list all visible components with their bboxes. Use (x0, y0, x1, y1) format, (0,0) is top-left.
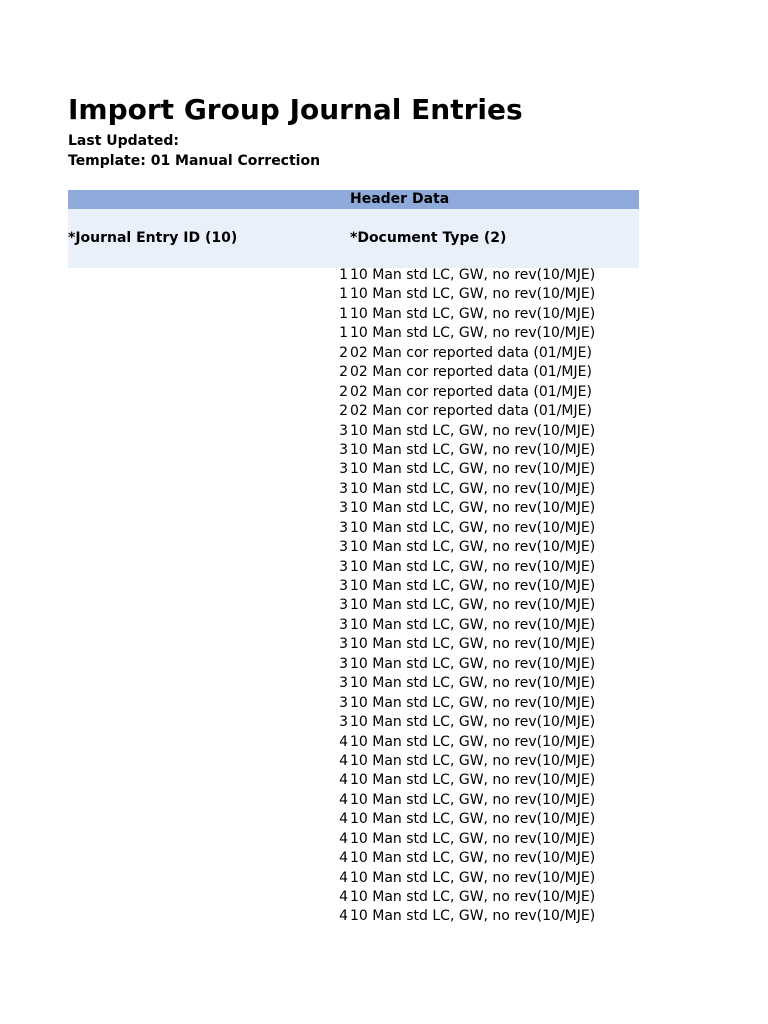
document-type-cell[interactable]: 10 Man std LC, GW, no rev(10/MJE) (350, 694, 596, 711)
table-row[interactable] (0, 713, 768, 732)
column-header-journal-entry-id[interactable]: *Journal Entry ID (10) (68, 230, 238, 246)
journal-entry-id-cell[interactable]: 3 (339, 480, 348, 497)
document-type-cell[interactable]: 10 Man std LC, GW, no rev(10/MJE) (350, 616, 596, 633)
document-type-cell[interactable]: 02 Man cor reported data (01/MJE) (350, 344, 592, 361)
document-type-cell[interactable]: 10 Man std LC, GW, no rev(10/MJE) (350, 286, 596, 303)
page-title: Import Group Journal Entries (68, 93, 523, 126)
table-row[interactable] (0, 285, 768, 304)
table-row[interactable] (0, 655, 768, 674)
journal-entry-id-cell[interactable]: 3 (339, 500, 348, 517)
document-type-cell[interactable]: 10 Man std LC, GW, no rev(10/MJE) (350, 578, 596, 594)
table-row[interactable] (0, 266, 768, 285)
table-row[interactable] (0, 907, 768, 926)
document-type-cell[interactable]: 10 Man std LC, GW, no rev(10/MJE) (350, 752, 596, 769)
table-row[interactable] (0, 616, 768, 635)
journal-entry-id-cell[interactable]: 3 (339, 597, 348, 614)
journal-entry-id-cell[interactable]: 4 (339, 811, 348, 828)
document-type-cell[interactable]: 10 Man std LC, GW, no rev(10/MJE) (350, 733, 596, 750)
document-type-cell[interactable]: 02 Man cor reported data (01/MJE) (350, 383, 592, 400)
document-type-cell[interactable]: 10 Man std LC, GW, no rev(10/MJE) (350, 480, 596, 497)
table-row[interactable] (0, 791, 768, 810)
journal-entry-id-cell[interactable]: 3 (339, 539, 348, 556)
journal-entry-id-cell[interactable]: 3 (339, 578, 348, 594)
document-type-cell[interactable]: 10 Man std LC, GW, no rev(10/MJE) (350, 305, 596, 322)
journal-entry-id-cell[interactable]: 1 (339, 325, 348, 342)
document-type-cell[interactable]: 10 Man std LC, GW, no rev(10/MJE) (350, 850, 596, 867)
table-row[interactable] (0, 888, 768, 907)
journal-entry-id-cell[interactable]: 2 (339, 403, 348, 420)
journal-entry-id-cell[interactable]: 3 (339, 636, 348, 653)
document-type-cell[interactable]: 10 Man std LC, GW, no rev(10/MJE) (350, 811, 596, 828)
document-type-cell[interactable]: 10 Man std LC, GW, no rev(10/MJE) (350, 461, 596, 478)
journal-entry-id-cell[interactable]: 2 (339, 383, 348, 400)
document-type-cell[interactable]: 10 Man std LC, GW, no rev(10/MJE) (350, 519, 596, 536)
header-data-label: Header Data (350, 191, 450, 207)
journal-entry-id-cell[interactable]: 3 (339, 616, 348, 633)
table-row[interactable] (0, 402, 768, 421)
table-row[interactable] (0, 577, 768, 596)
table-row[interactable] (0, 869, 768, 888)
document-type-cell[interactable]: 02 Man cor reported data (01/MJE) (350, 364, 592, 381)
journal-entry-id-cell[interactable]: 4 (339, 889, 348, 905)
document-type-cell[interactable]: 10 Man std LC, GW, no rev(10/MJE) (350, 636, 596, 653)
document-type-cell[interactable]: 10 Man std LC, GW, no rev(10/MJE) (350, 869, 596, 886)
journal-entry-id-cell[interactable]: 4 (339, 908, 348, 925)
journal-entry-id-cell[interactable]: 4 (339, 791, 348, 808)
header-data-band (68, 190, 639, 209)
journal-entry-id-cell[interactable]: 3 (339, 694, 348, 711)
journal-entry-id-cell[interactable]: 4 (339, 752, 348, 769)
document-type-cell[interactable]: 10 Man std LC, GW, no rev(10/MJE) (350, 597, 596, 614)
document-type-cell[interactable]: 10 Man std LC, GW, no rev(10/MJE) (350, 325, 596, 342)
table-row[interactable] (0, 694, 768, 713)
journal-entry-id-cell[interactable]: 2 (339, 364, 348, 381)
journal-entry-id-cell[interactable]: 4 (339, 869, 348, 886)
table-row[interactable] (0, 383, 768, 402)
table-row[interactable] (0, 674, 768, 693)
journal-entry-rows (0, 266, 768, 927)
document-type-cell[interactable]: 10 Man std LC, GW, no rev(10/MJE) (350, 500, 596, 517)
table-row[interactable] (0, 441, 768, 460)
journal-entry-id-cell[interactable]: 4 (339, 733, 348, 750)
table-row[interactable] (0, 460, 768, 479)
table-row[interactable] (0, 849, 768, 868)
document-type-cell[interactable]: 10 Man std LC, GW, no rev(10/MJE) (350, 267, 596, 283)
journal-entry-id-cell[interactable]: 3 (339, 422, 348, 439)
table-row[interactable] (0, 558, 768, 577)
table-row[interactable] (0, 305, 768, 324)
table-row[interactable] (0, 324, 768, 343)
table-row[interactable] (0, 635, 768, 654)
document-type-cell[interactable]: 10 Man std LC, GW, no rev(10/MJE) (350, 714, 596, 731)
column-header-row (68, 209, 639, 268)
document-type-cell[interactable]: 10 Man std LC, GW, no rev(10/MJE) (350, 539, 596, 556)
journal-entry-id-cell[interactable]: 4 (339, 830, 348, 847)
document-type-cell[interactable]: 10 Man std LC, GW, no rev(10/MJE) (350, 675, 596, 692)
journal-entry-id-cell[interactable]: 2 (339, 344, 348, 361)
table-row[interactable] (0, 733, 768, 752)
document-type-cell[interactable]: 10 Man std LC, GW, no rev(10/MJE) (350, 908, 596, 925)
table-row[interactable] (0, 810, 768, 829)
journal-entry-id-cell[interactable]: 3 (339, 461, 348, 478)
table-row[interactable] (0, 480, 768, 499)
journal-entry-id-cell[interactable]: 3 (339, 714, 348, 731)
table-row[interactable] (0, 771, 768, 790)
journal-entry-id-cell[interactable]: 3 (339, 655, 348, 672)
journal-entry-id-cell[interactable]: 3 (339, 675, 348, 692)
journal-entry-id-cell[interactable]: 3 (339, 558, 348, 575)
table-row[interactable] (0, 519, 768, 538)
journal-entry-id-cell[interactable]: 1 (339, 267, 348, 283)
template-label: Template: 01 Manual Correction (68, 153, 321, 169)
document-type-cell[interactable]: 10 Man std LC, GW, no rev(10/MJE) (350, 772, 596, 789)
document-type-cell[interactable]: 10 Man std LC, GW, no rev(10/MJE) (350, 655, 596, 672)
document-type-cell[interactable]: 10 Man std LC, GW, no rev(10/MJE) (350, 791, 596, 808)
document-type-cell[interactable]: 02 Man cor reported data (01/MJE) (350, 403, 592, 420)
document-type-cell[interactable]: 10 Man std LC, GW, no rev(10/MJE) (350, 422, 596, 439)
table-row[interactable] (0, 830, 768, 849)
document-type-cell[interactable]: 10 Man std LC, GW, no rev(10/MJE) (350, 830, 596, 847)
journal-entry-id-cell[interactable]: 4 (339, 772, 348, 789)
document-type-cell[interactable]: 10 Man std LC, GW, no rev(10/MJE) (350, 889, 596, 905)
table-row[interactable] (0, 344, 768, 363)
journal-entry-id-cell[interactable]: 1 (339, 286, 348, 303)
document-type-cell[interactable]: 10 Man std LC, GW, no rev(10/MJE) (350, 441, 596, 458)
last-updated-label: Last Updated: (68, 133, 179, 149)
table-row[interactable] (0, 422, 768, 441)
table-row[interactable] (0, 752, 768, 771)
table-row[interactable] (0, 363, 768, 382)
journal-entry-id-cell[interactable]: 4 (339, 850, 348, 867)
table-row[interactable] (0, 596, 768, 615)
table-row[interactable] (0, 538, 768, 557)
journal-entry-id-cell[interactable]: 3 (339, 519, 348, 536)
journal-entry-id-cell[interactable]: 1 (339, 305, 348, 322)
table-row[interactable] (0, 499, 768, 518)
column-header-document-type[interactable]: *Document Type (2) (350, 230, 507, 246)
document-type-cell[interactable]: 10 Man std LC, GW, no rev(10/MJE) (350, 558, 596, 575)
journal-entry-id-cell[interactable]: 3 (339, 441, 348, 458)
